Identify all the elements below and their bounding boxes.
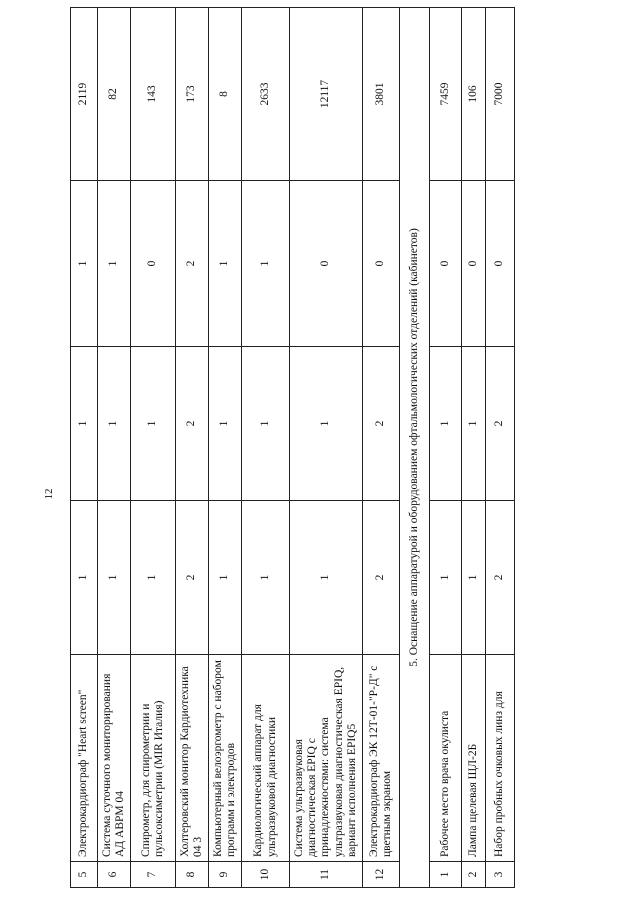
row-number: 2 bbox=[462, 862, 486, 888]
quantity-cell: 1 bbox=[430, 501, 462, 655]
amount-cell: 7459 bbox=[430, 8, 462, 181]
equipment-name: Набор пробных очковых линз для bbox=[486, 655, 515, 862]
quantity-cell: 0 bbox=[363, 181, 400, 347]
equipment-table-container bbox=[70, 8, 506, 888]
table-row bbox=[242, 8, 290, 888]
equipment-name: Система суточного мониторирования АД АВРМ 04 bbox=[98, 655, 131, 862]
table-row bbox=[363, 8, 400, 888]
quantity-cell: 0 bbox=[290, 181, 363, 347]
quantity-cell: 1 bbox=[209, 181, 242, 347]
table-row bbox=[486, 8, 515, 888]
quantity-cell: 1 bbox=[209, 347, 242, 501]
quantity-cell: 1 bbox=[71, 501, 98, 655]
quantity-cell: 1 bbox=[98, 347, 131, 501]
equipment-name: Лампа щелевая ЩЛ-2Б bbox=[462, 655, 486, 862]
quantity-cell: 2 bbox=[363, 501, 400, 655]
amount-cell: 2119 bbox=[71, 8, 98, 181]
quantity-cell: 0 bbox=[131, 181, 176, 347]
quantity-cell: 2 bbox=[486, 347, 515, 501]
quantity-cell: 2 bbox=[176, 181, 209, 347]
quantity-cell: 2 bbox=[486, 501, 515, 655]
quantity-cell: 1 bbox=[71, 347, 98, 501]
amount-cell: 2633 bbox=[242, 8, 290, 181]
amount-cell: 12117 bbox=[290, 8, 363, 181]
equipment-name: Рабочее место врача окулиста bbox=[430, 655, 462, 862]
quantity-cell: 1 bbox=[242, 347, 290, 501]
quantity-cell: 1 bbox=[430, 347, 462, 501]
quantity-cell: 0 bbox=[486, 181, 515, 347]
amount-cell: 7000 bbox=[486, 8, 515, 181]
row-number: 5 bbox=[71, 862, 98, 888]
equipment-name: Система ультразвуковая диагностическая EPIQ с принадлежностями: система ультразвуковая диагностическая EPIQ, вариант исполнения EPIQ5 bbox=[290, 655, 363, 862]
row-number: 9 bbox=[209, 862, 242, 888]
amount-cell: 173 bbox=[176, 8, 209, 181]
row-number: 11 bbox=[290, 862, 363, 888]
row-number: 7 bbox=[131, 862, 176, 888]
quantity-cell: 1 bbox=[131, 501, 176, 655]
table-row bbox=[290, 8, 363, 888]
quantity-cell: 1 bbox=[242, 501, 290, 655]
quantity-cell: 1 bbox=[71, 181, 98, 347]
quantity-cell: 1 bbox=[209, 501, 242, 655]
table-row bbox=[71, 8, 98, 888]
quantity-cell: 0 bbox=[430, 181, 462, 347]
quantity-cell: 2 bbox=[176, 347, 209, 501]
row-number: 10 bbox=[242, 862, 290, 888]
row-number: 3 bbox=[486, 862, 515, 888]
quantity-cell: 1 bbox=[131, 347, 176, 501]
amount-cell: 82 bbox=[98, 8, 131, 181]
table-row bbox=[176, 8, 209, 888]
equipment-table bbox=[70, 7, 515, 888]
row-number: 6 bbox=[98, 862, 131, 888]
equipment-name: Электрокардиограф "Heart screen" bbox=[71, 655, 98, 862]
amount-cell: 106 bbox=[462, 8, 486, 181]
quantity-cell: 2 bbox=[363, 347, 400, 501]
table-row bbox=[462, 8, 486, 888]
row-number: 1 bbox=[430, 862, 462, 888]
quantity-cell: 1 bbox=[290, 501, 363, 655]
quantity-cell: 1 bbox=[462, 501, 486, 655]
section-title: 5. Оснащение аппаратурой и оборудованием офтальмологических отделений (кабинетов) bbox=[400, 8, 430, 888]
section-row bbox=[400, 8, 430, 888]
quantity-cell: 1 bbox=[242, 181, 290, 347]
table-row bbox=[209, 8, 242, 888]
table-row bbox=[430, 8, 462, 888]
row-number: 8 bbox=[176, 862, 209, 888]
quantity-cell: 1 bbox=[98, 181, 131, 347]
page-number: 12 bbox=[43, 488, 55, 500]
quantity-cell: 1 bbox=[98, 501, 131, 655]
equipment-name: Спирометр, для спирометрии и пульсоксиметрии (MIR Италия) bbox=[131, 655, 176, 862]
equipment-name: Электрокардиограф ЭК 12Т-01-"Р-Д" с цветным экраном bbox=[363, 655, 400, 862]
amount-cell: 8 bbox=[209, 8, 242, 181]
equipment-name: Кардиологический аппарат для ультразвуковой диагностики bbox=[242, 655, 290, 862]
amount-cell: 3801 bbox=[363, 8, 400, 181]
equipment-name: Компьютерный велоэргометр с набором программ и электродов bbox=[209, 655, 242, 862]
equipment-name: Холтеровский монитор Кардиотехника 04 3 bbox=[176, 655, 209, 862]
quantity-cell: 1 bbox=[462, 347, 486, 501]
quantity-cell: 1 bbox=[290, 347, 363, 501]
quantity-cell: 2 bbox=[176, 501, 209, 655]
table-row bbox=[131, 8, 176, 888]
row-number: 12 bbox=[363, 862, 400, 888]
table-row bbox=[98, 8, 131, 888]
amount-cell: 143 bbox=[131, 8, 176, 181]
quantity-cell: 0 bbox=[462, 181, 486, 347]
